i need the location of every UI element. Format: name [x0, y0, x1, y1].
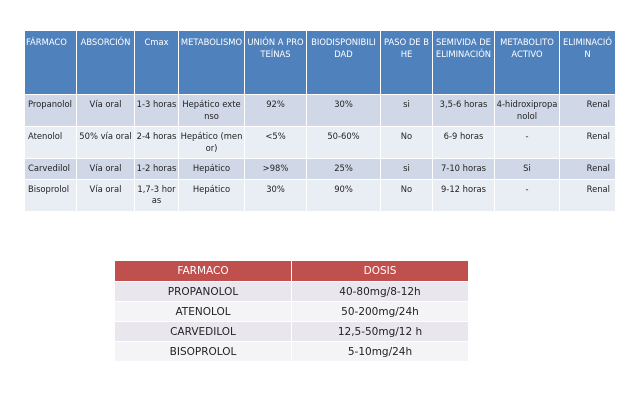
cell-farmaco: ATENOLOL [115, 302, 292, 322]
cell-farmaco: CARVEDILOL [115, 322, 292, 342]
cell-paso-bhe: No [381, 179, 433, 211]
cell-metabolismo: Hepático extenso [179, 95, 245, 127]
cell-absorcion: Vía oral [77, 179, 135, 211]
cell-biodisponibilidad: 30% [307, 95, 381, 127]
cell-farmaco: Propanolol [25, 95, 77, 127]
cell-metabolito-activo: Si [495, 159, 560, 180]
cell-biodisponibilidad: 50-60% [307, 127, 381, 159]
header-dosis: DOSIS [292, 261, 469, 282]
header-eliminacion: ELIMINACIÓN [560, 31, 616, 95]
header-biodisponibilidad: BIODISPONIBILIDAD [307, 31, 381, 95]
dosage-header-row [115, 261, 469, 282]
cell-eliminacion: Renal [560, 95, 616, 127]
cell-metabolito-activo: 4-hidroxipropanolol [495, 95, 560, 127]
cell-metabolismo: Hepático (menor) [179, 127, 245, 159]
cell-farmaco: Atenolol [25, 127, 77, 159]
cell-eliminacion: Renal [560, 159, 616, 180]
cell-dosis: 12,5-50mg/12 h [292, 322, 469, 342]
cell-paso-bhe: si [381, 159, 433, 180]
table-row [25, 179, 616, 211]
table-row [25, 95, 616, 127]
header-cmax: Cmax [135, 31, 179, 95]
cell-metabolismo: Hepático [179, 159, 245, 180]
cell-semivida: 6-9 horas [433, 127, 495, 159]
cell-farmaco: Carvedilol [25, 159, 77, 180]
cell-semivida: 7-10 horas [433, 159, 495, 180]
header-semivida: SEMIVIDA DE ELIMINACIÓN [433, 31, 495, 95]
table-row [115, 322, 469, 342]
header-paso-bhe: PASO DE BHE [381, 31, 433, 95]
cell-dosis: 40-80mg/8-12h [292, 282, 469, 302]
cell-union-proteinas: >98% [245, 159, 307, 180]
cell-semivida: 9-12 horas [433, 179, 495, 211]
cell-dosis: 5-10mg/24h [292, 342, 469, 362]
table-row [115, 282, 469, 302]
table-row [115, 342, 469, 362]
cell-union-proteinas: 92% [245, 95, 307, 127]
cell-eliminacion: Renal [560, 179, 616, 211]
table-row [25, 159, 616, 180]
header-metabolismo: METABOLISMO [179, 31, 245, 95]
cell-metabolito-activo: - [495, 179, 560, 211]
pharmacology-table [24, 30, 616, 212]
dosage-table [114, 260, 469, 362]
cell-farmaco: Bisoprolol [25, 179, 77, 211]
header-absorcion: ABSORCIÓN [77, 31, 135, 95]
cell-absorcion: Vía oral [77, 159, 135, 180]
cell-metabolito-activo: - [495, 127, 560, 159]
cell-biodisponibilidad: 90% [307, 179, 381, 211]
pharmacology-header-row [25, 31, 616, 95]
cell-union-proteinas: <5% [245, 127, 307, 159]
cell-cmax: 1-3 horas [135, 95, 179, 127]
cell-farmaco: PROPANOLOL [115, 282, 292, 302]
cell-farmaco: BISOPROLOL [115, 342, 292, 362]
header-metabolito-activo: METABOLITO ACTIVO [495, 31, 560, 95]
cell-cmax: 2-4 horas [135, 127, 179, 159]
cell-paso-bhe: No [381, 127, 433, 159]
header-farmaco: FARMACO [115, 261, 292, 282]
cell-union-proteinas: 30% [245, 179, 307, 211]
cell-eliminacion: Renal [560, 127, 616, 159]
cell-absorcion: 50% vía oral [77, 127, 135, 159]
cell-biodisponibilidad: 25% [307, 159, 381, 180]
header-union-proteinas: UNIÓN A PROTEÍNAS [245, 31, 307, 95]
cell-semivida: 3,5-6 horas [433, 95, 495, 127]
cell-paso-bhe: si [381, 95, 433, 127]
table-row [25, 127, 616, 159]
cell-cmax: 1,7-3 horas [135, 179, 179, 211]
cell-dosis: 50-200mg/24h [292, 302, 469, 322]
cell-cmax: 1-2 horas [135, 159, 179, 180]
cell-absorcion: Vía oral [77, 95, 135, 127]
header-farmaco: FÁRMACO [25, 31, 77, 95]
table-row [115, 302, 469, 322]
cell-metabolismo: Hepático [179, 179, 245, 211]
